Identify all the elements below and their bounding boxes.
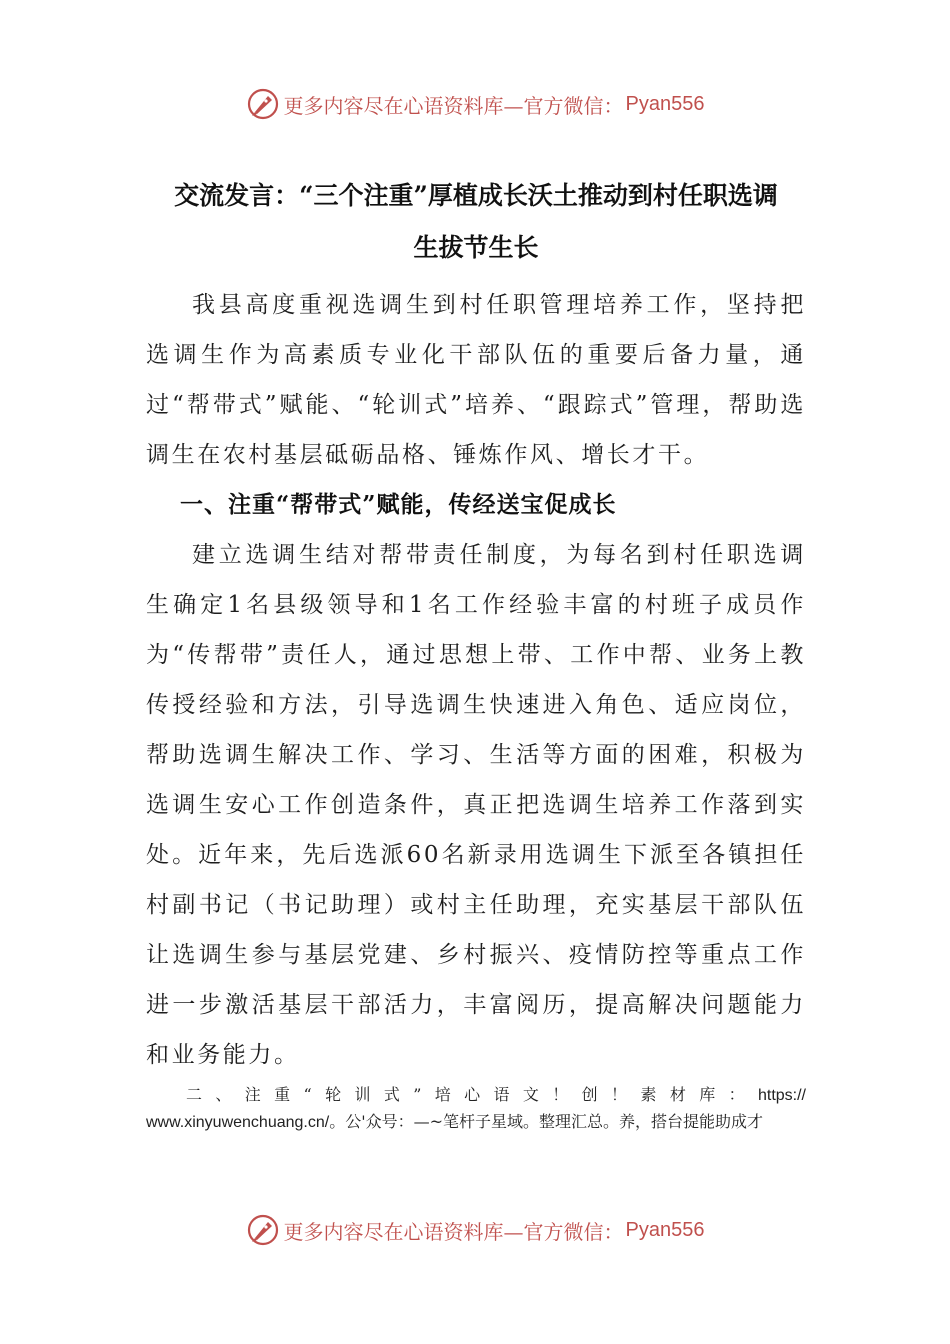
footer-banner-wechat-id: Pyan556 (625, 1218, 705, 1241)
document-title-line-2: 生拔节生长 (413, 233, 539, 262)
banner-brand: 更多内容尽在心语资料库— (283, 93, 524, 118)
footnote-text (146, 1082, 806, 1136)
pen-nib-circle-icon (246, 1213, 280, 1247)
footer-banner-contact-label: 官方微信： (523, 1219, 624, 1244)
footnote-tail: 。公'众号：—~笔杆子星域。整理汇总。养，搭台提能助成才 (329, 1112, 764, 1131)
document-title-line-1: 交流发言：“三个注重”厚植成长沃土推动到村任职选调 (174, 181, 778, 210)
intro-paragraph: 我县高度重视选调生到村任职管理培养工作，坚持把选调生作为高素质专业化干部队伍的重要后备力量，通过“帮带式”赋能、“轮训式”培养、“跟踪式”管理，帮助选调生在农村基层砥砺品格、锤炼作风、增长才干。 (146, 292, 806, 468)
footnote-url-rest[interactable]: www.xinyuwenchuang.cn/ (146, 1114, 330, 1131)
footnote-url-start: https:// (757, 1087, 806, 1104)
section-1-paragraph: 建立选调生结对帮带责任制度，为每名到村任职选调生确定1名县级领导和1名工作经验丰富的村班子成员作为“传帮带”责任人，通过思想上带、工作中帮、业务上教传授经验和方法，引导选调生快速进入角色、适应岗位，帮助选调生解决工作、学习、生活等方面的困难，积极为选调生安心工作创造条件，真正把选调生培养工作落到实处。近年来，先后选派60名新录用选调生下派至各镇担任村副书记（书记助理）或村主任助理，充实基层干部队伍让选调生参与基层党建、乡村振兴、疫情防控等重点工作进一步激活基层干部活力，丰富阅历，提高解决问题能力和业务能力。 (146, 542, 806, 1068)
header-banner (0, 84, 950, 124)
footer-banner (0, 1210, 950, 1250)
footnote-line-1 (146, 1082, 806, 1109)
document-body (146, 280, 806, 1080)
banner-wechat-id: Pyan556 (625, 92, 705, 115)
section-1-heading: 一、注重“帮带式”赋能，传经送宝促成长 (180, 491, 617, 518)
footnote-heading: 二、注重“轮训式”培心语文！创！素材库： (186, 1085, 758, 1104)
banner-contact-label: 官方微信： (523, 93, 624, 118)
footer-banner-brand: 更多内容尽在心语资料库— (283, 1219, 524, 1244)
pen-nib-circle-icon (246, 87, 280, 121)
